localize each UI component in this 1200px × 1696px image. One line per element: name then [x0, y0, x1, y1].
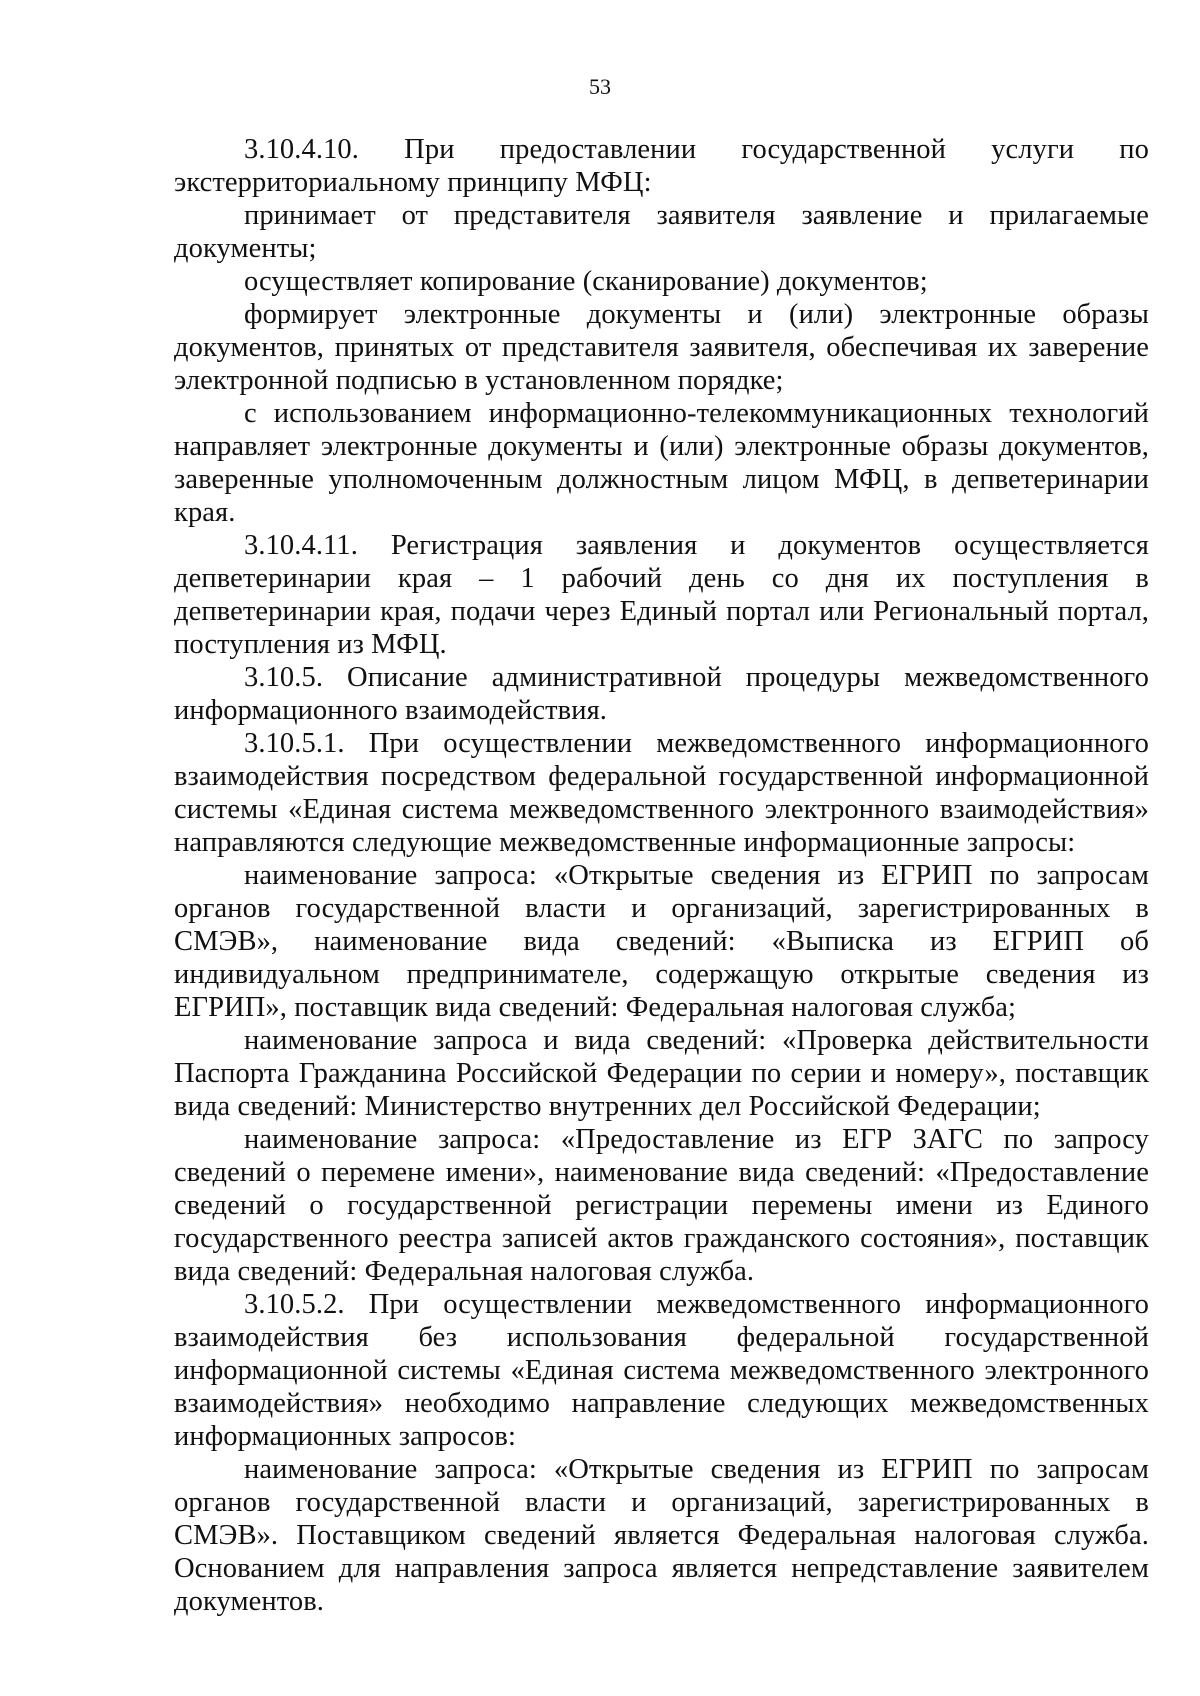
- paragraph-3-10-4-10: 3.10.4.10. При предоставлении государственной услуги по экстерриториальному принципу МФЦ:: [174, 134, 1149, 198]
- paragraph-accepts-application: принимает от представителя заявителя заявление и прилагаемые документы;: [174, 200, 1149, 264]
- paragraph-copies-documents: осуществляет копирование (сканирование) документов;: [244, 266, 928, 297]
- paragraph-3-10-5-2: 3.10.5.2. При осуществлении межведомственного информационного взаимодействия без использования федеральной государственной информационной системы «Единая система межведомственного электронного взаимодействия» необходимо направление следующих межведомственных информационных запросов:: [174, 1289, 1149, 1452]
- paragraph-3-10-5: 3.10.5. Описание административной процедуры межведомственного информационного взаимодействия.: [174, 662, 1149, 726]
- paragraph-egrip-request-no-smev: наименование запроса: «Открытые сведения из ЕГРИП по запросам органов государственной власти и организаций, зарегистрированных в СМЭВ». Поставщиком сведений является Федеральная налоговая служба. Основанием для направления запроса является непредставление заявителем документов.: [174, 1454, 1149, 1617]
- paragraph-sends-electronic-documents: с использованием информационно-телекоммуникационных технологий направляет электронные документы и (или) электронные образы документов, заверенные уполномоченным должностным лицом МФЦ, в депветеринарии края.: [174, 398, 1149, 528]
- paragraph-forms-electronic-documents: формирует электронные документы и (или) электронные образы документов, принятых от представителя заявителя, обеспечивая их заверение электронной подписью в установленном порядке;: [174, 299, 1149, 396]
- page-number: 53: [589, 74, 611, 99]
- paragraph-3-10-4-11: 3.10.4.11. Регистрация заявления и документов осуществляется депветеринарии края – 1 рабочий день со дня их поступления в депветеринарии края, подачи через Единый портал или Региональный портал, поступления из МФЦ.: [174, 530, 1149, 660]
- paragraph-zags-request: наименование запроса: «Предоставление из ЕГР ЗАГС по запросу сведений о перемене имени», наименование вида сведений: «Предоставление сведений о государственной регистрации перемены имени из Единого государственного реестра записей актов гражданского состояния», поставщик вида сведений: Федеральная налоговая служба.: [174, 1124, 1149, 1287]
- paragraph-3-10-5-1: 3.10.5.1. При осуществлении межведомственного информационного взаимодействия посредством федеральной государственной информационной системы «Единая система межведомственного электронного взаимодействия» направляются следующие межведомственные информационные запросы:: [174, 728, 1149, 858]
- paragraph-passport-check-request: наименование запроса и вида сведений: «Проверка действительности Паспорта Гражданина Российской Федерации по серии и номеру», поставщик вида сведений: Министерство внутренних дел Российской Федерации;: [174, 1025, 1149, 1122]
- paragraph-egrip-request: наименование запроса: «Открытые сведения из ЕГРИП по запросам органов государственной власти и организаций, зарегистрированных в СМЭВ», наименование вида сведений: «Выписка из ЕГРИП об индивидуальном предпринимателе, содержащую открытые сведения из ЕГРИП», поставщик вида сведений: Федеральная налоговая служба;: [174, 860, 1149, 1023]
- document-body: [174, 133, 1149, 1618]
